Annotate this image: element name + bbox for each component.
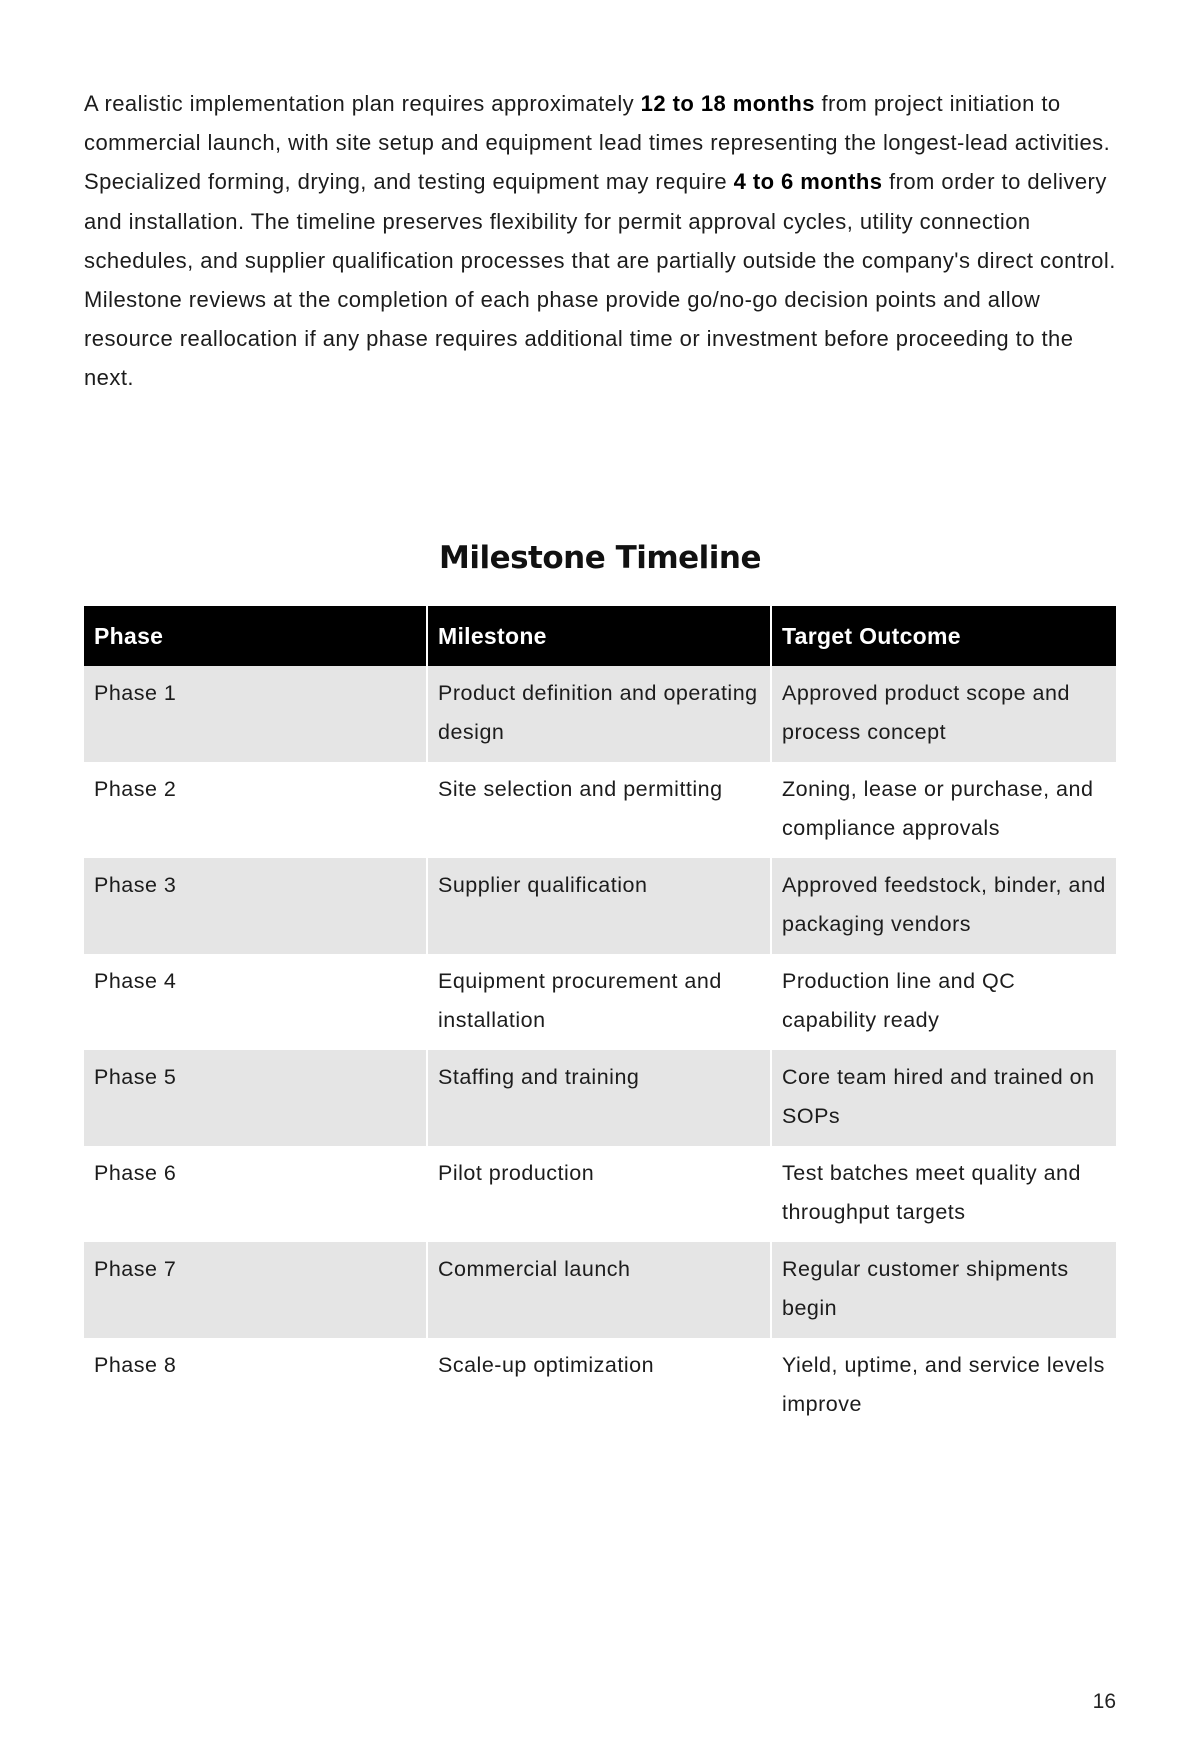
- table-row: [84, 1338, 1116, 1434]
- cell-milestone: Staffing and training: [427, 1050, 771, 1146]
- cell-target-outcome: Production line and QC capability ready: [771, 954, 1116, 1050]
- intro-paragraph: [84, 84, 1116, 398]
- intro-text-3: from order to delivery and installation. The timeline preserves flexibility for permit approval cycles, utility connection schedules, and supplier qualification processes that are partially outside the company's direct control. Milestone reviews at the completion of each phase provide go/no-go decision points and allow resource reallocation if any phase requires additional time or investment before proceeding to the next.: [84, 169, 1116, 391]
- header-milestone: Milestone: [427, 606, 771, 666]
- cell-phase: Phase 3: [84, 858, 427, 954]
- cell-phase: Phase 7: [84, 1242, 427, 1338]
- cell-phase: Phase 4: [84, 954, 427, 1050]
- table-title: Milestone Timeline: [438, 540, 762, 576]
- cell-target-outcome: Test batches meet quality and throughput targets: [771, 1146, 1116, 1242]
- milestone-table: [84, 606, 1116, 1434]
- cell-phase: Phase 5: [84, 1050, 427, 1146]
- cell-phase: Phase 1: [84, 666, 427, 762]
- cell-target-outcome: Yield, uptime, and service levels improve: [771, 1338, 1116, 1434]
- table-row: [84, 666, 1116, 762]
- table-row: [84, 1242, 1116, 1338]
- cell-target-outcome: Regular customer shipments begin: [771, 1242, 1116, 1338]
- cell-phase: Phase 8: [84, 1338, 427, 1434]
- cell-milestone: Site selection and permitting: [427, 762, 771, 858]
- intro-bold-lead-time: 4 to 6 months: [733, 169, 883, 195]
- cell-milestone: Supplier qualification: [427, 858, 771, 954]
- cell-target-outcome: Approved product scope and process concept: [771, 666, 1116, 762]
- cell-milestone: Scale-up optimization: [427, 1338, 771, 1434]
- cell-target-outcome: Zoning, lease or purchase, and compliance approvals: [771, 762, 1116, 858]
- table-header-row: [84, 606, 1116, 666]
- cell-milestone: Commercial launch: [427, 1242, 771, 1338]
- page-number: 16: [1092, 1690, 1116, 1713]
- cell-milestone: Product definition and operating design: [427, 666, 771, 762]
- header-target-outcome: Target Outcome: [771, 606, 1116, 666]
- document-page: [84, 84, 1116, 1416]
- cell-phase: Phase 6: [84, 1146, 427, 1242]
- cell-milestone: Pilot production: [427, 1146, 771, 1242]
- table-row: [84, 954, 1116, 1050]
- table-row: [84, 762, 1116, 858]
- table-row: [84, 1146, 1116, 1242]
- cell-milestone: Equipment procurement and installation: [427, 954, 771, 1050]
- table-row: [84, 858, 1116, 954]
- intro-text-1: A realistic implementation plan requires approximately: [84, 91, 641, 116]
- cell-target-outcome: Core team hired and trained on SOPs: [771, 1050, 1116, 1146]
- cell-phase: Phase 2: [84, 762, 427, 858]
- header-phase: Phase: [84, 606, 427, 666]
- intro-text-2: from project initiation to commercial launch, with site setup and equipment lead times representing the longest-lead activities. Specialized forming, drying, and testing equipment may require: [84, 91, 1111, 195]
- table-row: [84, 1050, 1116, 1146]
- cell-target-outcome: Approved feedstock, binder, and packaging vendors: [771, 858, 1116, 954]
- intro-bold-duration: 12 to 18 months: [640, 91, 815, 116]
